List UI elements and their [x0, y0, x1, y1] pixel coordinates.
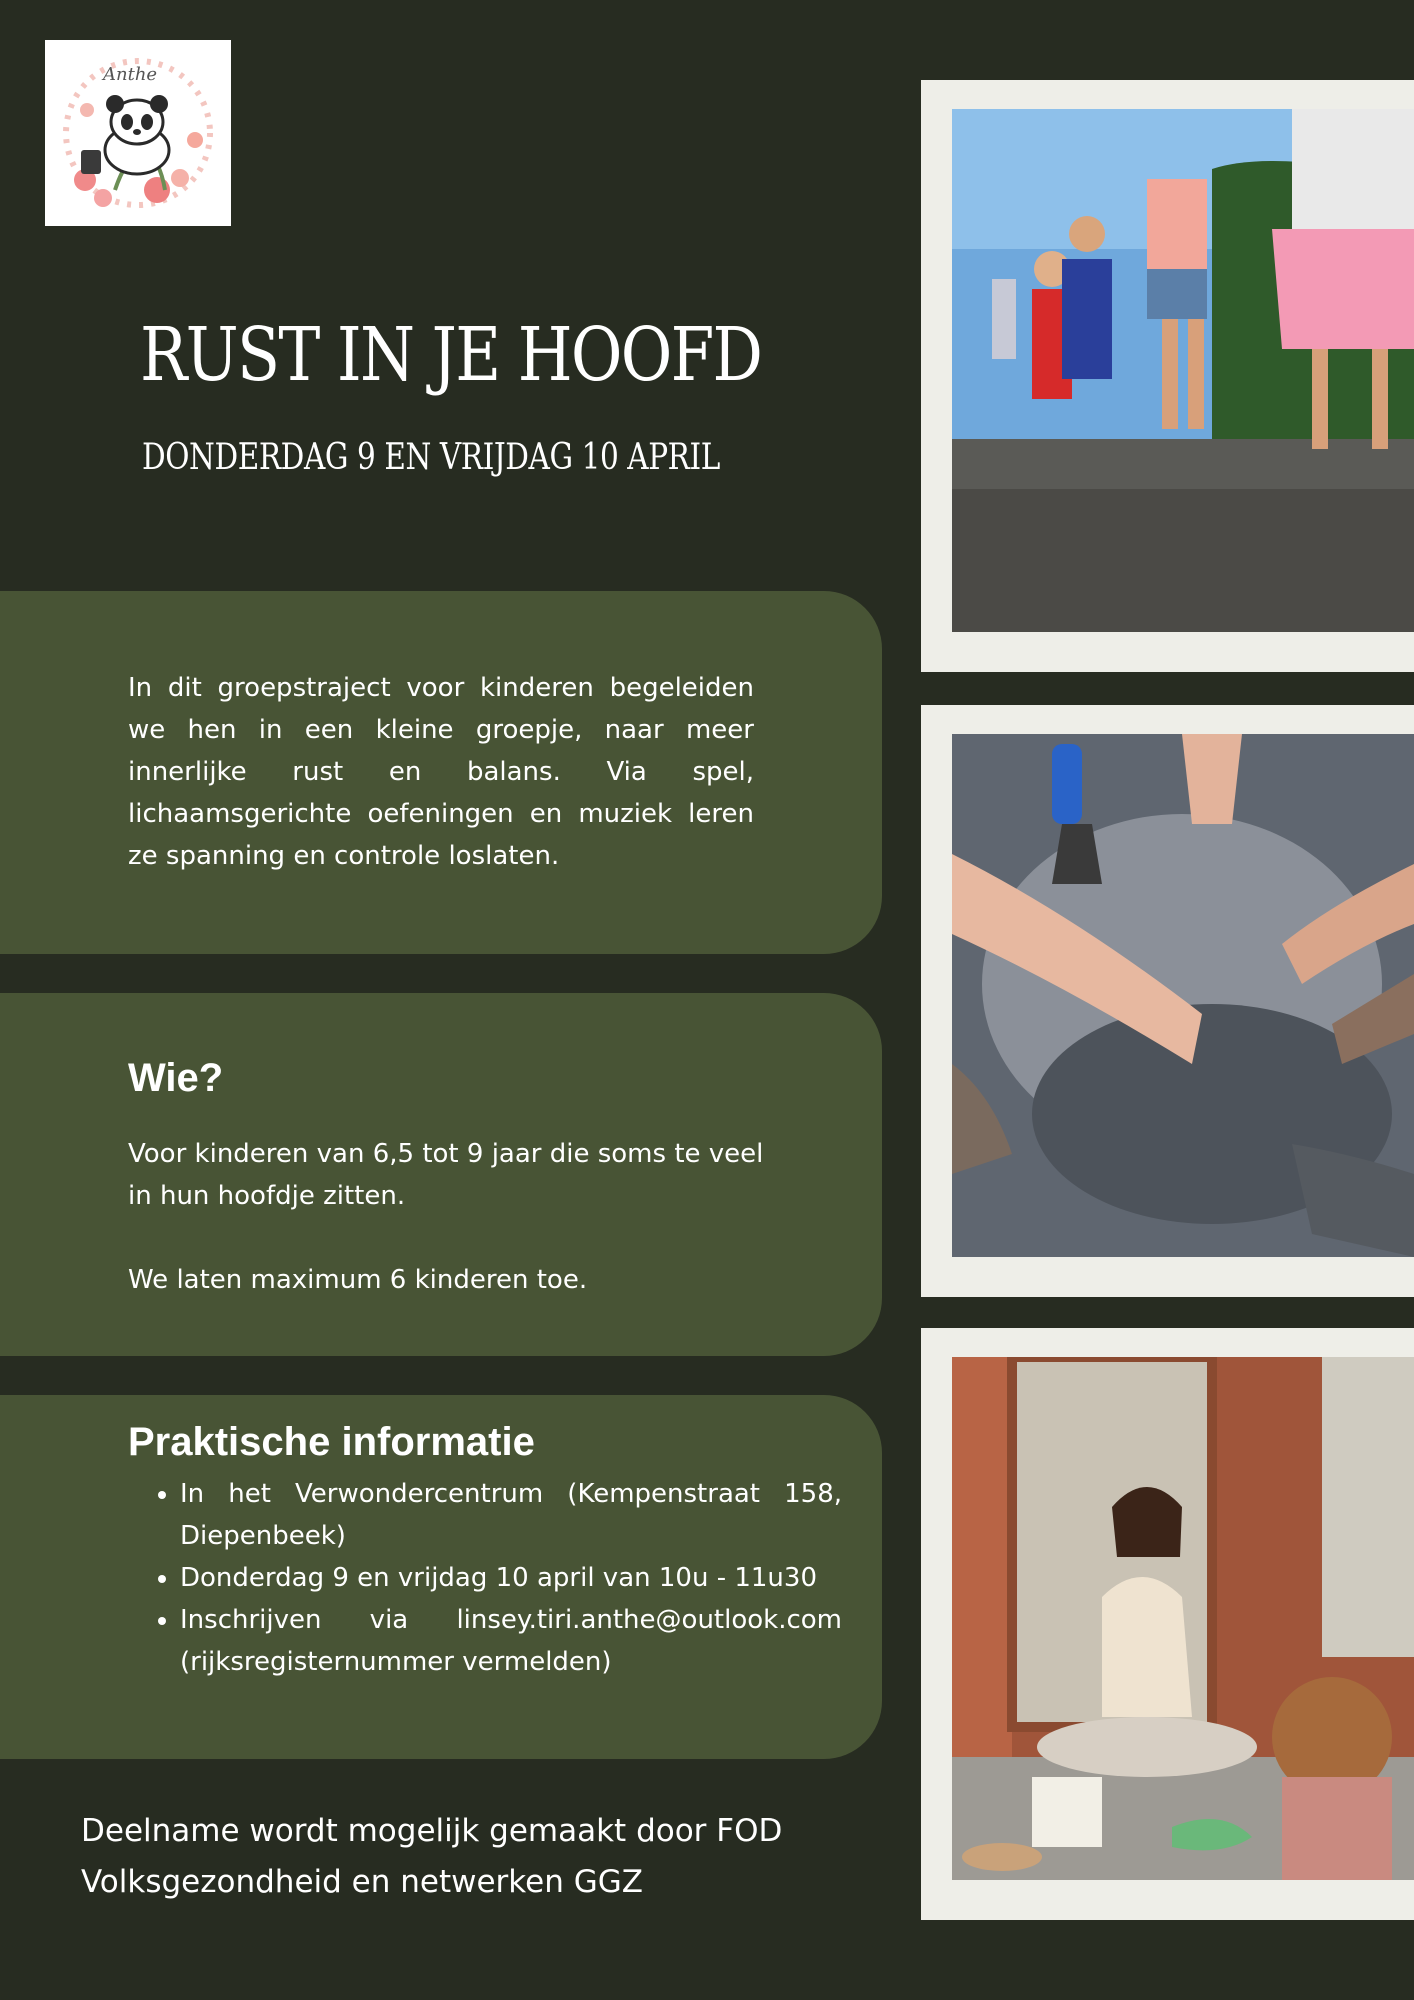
who-heading: Wie?: [128, 1056, 224, 1100]
intro-panel: [0, 591, 882, 954]
practical-info-list: [128, 1473, 842, 1683]
woman-sitting-with-child-photo-icon: [952, 1357, 1414, 1880]
info-registration: • Inschrijven via linsey.tiri.anthe@outlook.com (rijksregisternummer vermelden): [180, 1599, 842, 1683]
mud-play-photo: [952, 734, 1414, 1257]
session-photo: [952, 1357, 1414, 1880]
who-capacity: We laten maximum 6 kinderen toe.: [128, 1265, 588, 1295]
photo-frame-3: [921, 1328, 1414, 1920]
children-walking-photo: [952, 109, 1414, 632]
who-panel: [0, 993, 882, 1356]
who-description: Voor kinderen van 6,5 tot 9 jaar die soms te veel in hun hoofdje zitten.: [128, 1139, 764, 1211]
panda-floral-logo-icon: [45, 40, 231, 226]
logo: [45, 40, 231, 226]
event-dates: DONDERDAG 9 EN VRIJDAG 10 APRIL: [142, 437, 720, 478]
intro-text: In dit groepstraject voor kinderen begeleiden we hen in een kleine groepje, naar meer innerlijke rust en balans. Via spel, lichaamsgerichte oefeningen en muziek leren ze spanning en controle loslaten.: [128, 673, 754, 871]
photo-frame-1: [921, 80, 1414, 672]
hands-in-mud-photo-icon: [952, 734, 1414, 1257]
children-walking-barefoot-photo-icon: [952, 109, 1414, 632]
page-title: RUST IN JE HOOFD: [140, 312, 762, 398]
info-location: • In het Verwondercentrum (Kempenstraat 158, Diepenbeek): [180, 1473, 842, 1557]
funding-note: Deelname wordt mogelijk gemaakt door FOD Volksgezondheid en netwerken GGZ: [81, 1813, 783, 1900]
svg-text:Anthe: Anthe: [103, 64, 158, 85]
info-schedule: • Donderdag 9 en vrijdag 10 april van 10u - 11u30: [180, 1557, 842, 1599]
practical-info-panel: [0, 1395, 882, 1759]
photo-frame-2: [921, 705, 1414, 1297]
practical-info-heading: Praktische informatie: [128, 1420, 535, 1464]
